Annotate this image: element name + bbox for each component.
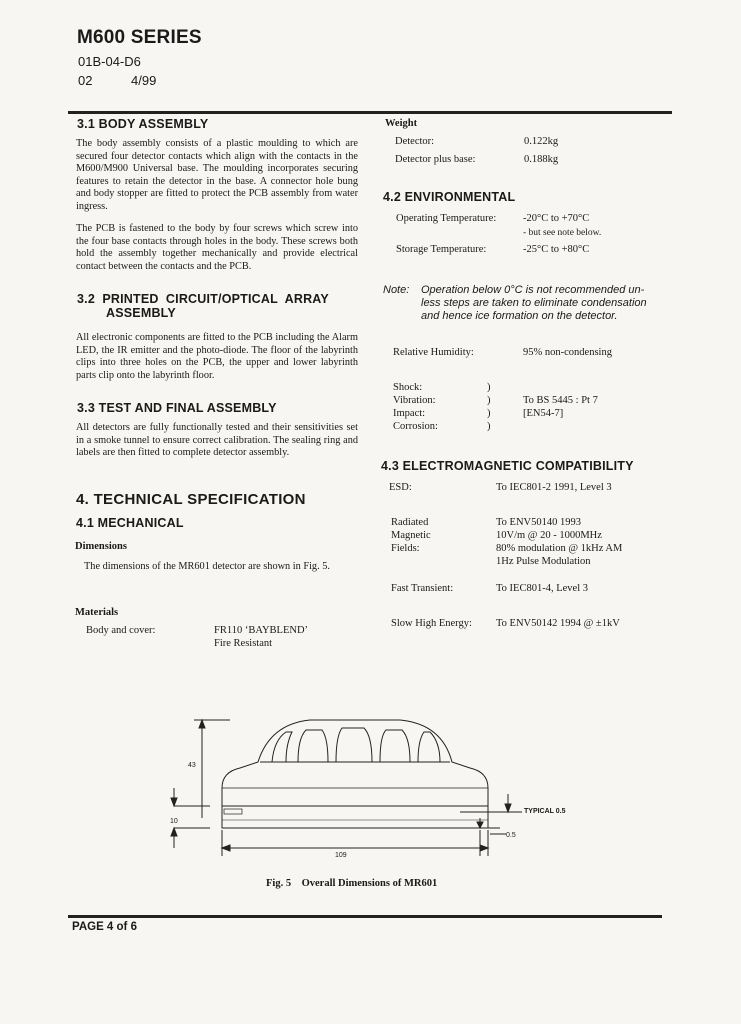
typical-gap-label: TYPICAL 0.5 [524,808,566,815]
standard-en54-7: [EN54-7] [523,408,564,419]
bracket-3: ) [487,408,491,419]
footer-rule [68,915,662,918]
slow-high-energy-value: To ENV50142 1994 @ ±1kV [496,618,620,629]
vibration-label: Vibration: [393,395,436,406]
vent-2 [298,730,328,762]
body-cover-label: Body and cover: [86,625,156,636]
base-arrow-top [171,798,177,806]
bracket-4: ) [487,421,491,432]
section-4-1-heading: 4.1 MECHANICAL [76,516,184,530]
gap-value-label: 0.5 [506,832,516,839]
page-number: PAGE 4 of 6 [72,921,137,933]
esd-label: ESD: [389,482,412,493]
section-4-heading: 4. TECHNICAL SPECIFICATION [76,491,306,508]
header-rule [68,111,672,114]
radiated-value-2: 10V/m @ 20 - 1000MHz [496,530,602,541]
labyrinth-vents [272,728,440,762]
document-title: M600 SERIES [77,27,202,48]
radiated-value-1: To ENV50140 1993 [496,517,582,528]
vent-1 [272,732,292,762]
weight-plus-base-label: Detector plus base: [395,154,476,165]
section-3-3-heading: 3.3 TEST AND FINAL ASSEMBLY [77,401,277,415]
dimension-base-label: 10 [170,818,178,825]
dimension-height-label: 43 [188,762,196,769]
materials-label: Materials [75,607,119,618]
operating-temp-note: - but see note below. [523,228,602,238]
esd-value: To IEC801-2 1991, Level 3 [496,482,612,493]
base-arrow-bottom [171,828,177,836]
section-3-2-heading-line-1: 3.2 PRINTED CIRCUIT/OPTICAL ARRAY [77,292,329,306]
section-3-1-heading: 3.1 BODY ASSEMBLY [77,117,209,131]
body-cover-material: FR110 ‘BAYBLEND’ [214,625,309,636]
note-line-1: Operation below 0°C is not recommended un- [421,284,645,296]
base-tab [224,809,242,814]
dimensions-label: Dimensions [75,541,127,552]
section-3-1-para-1: The body assembly consists of a plastic moulding to which are secured four detector contacts which align with the contacts in the M600/M900 Universal base. The moulding incorporates securing features to retain the detector in the base. A connector hole bung and body stopper are fitted to protect the PCB assembly from water ingress. [76,138,358,212]
note-line-3: and hence ice formation on the detector. [421,310,618,322]
radiated-label-2: Magnetic [391,530,431,541]
section-3-2-heading-line-2: ASSEMBLY [106,306,176,320]
section-3-2-para: All electronic components are fitted to the PCB including the Alarm LED, the IR emitter and the photo-diode. The floor of the labyrinth clips into three holes on the PCB, the upper and lower labyrinth parts clip onto the labyrinth floor. [76,332,358,381]
operating-temp-label: Operating Temperature: [396,213,497,224]
note-label: Note: [383,284,410,296]
humidity-label: Relative Humidity: [393,347,474,358]
section-4-2-heading: 4.2 ENVIRONMENTAL [383,190,516,204]
shock-label: Shock: [393,382,423,393]
weight-detector-label: Detector: [395,136,435,147]
slow-high-energy-label: Slow High Energy: [391,618,472,629]
width-arrow-right [480,845,488,851]
dimension-width-label: 109 [335,852,347,859]
detector-dimension-drawing [160,710,580,870]
section-3-3-para: All detectors are fully functionally tested and their sensitivities set in a smoke tunnel to ensure correct calibration. The sealing ring and labels are then fitted to complete detector assembly. [76,422,358,459]
radiated-label-1: Radiated [391,517,429,528]
storage-temp-label: Storage Temperature: [396,244,487,255]
weight-detector-value: 0.122kg [524,136,559,147]
section-3-1-para-2: The PCB is fastened to the body by four screws which screw into the four base contacts through holes in the body. These screws both hold the assembly together mechanically and provide electrical contact between the contacts and the PCB. [76,223,358,272]
issue-date: 4/99 [131,73,157,88]
note-line-2: less steps are taken to eliminate condensation [421,297,647,309]
figure-caption: Fig. 5 Overall Dimensions of MR601 [266,878,438,889]
vent-4 [380,730,410,762]
section-3-2-heading [77,292,357,320]
humidity-value: 95% non-condensing [523,347,612,358]
weight-label: Weight [385,118,418,129]
body-cover-rating: Fire Resistant [214,638,273,649]
height-arrow-top [199,720,205,728]
impact-label: Impact: [393,408,426,419]
radiated-label-3: Fields: [391,543,420,554]
issue-number: 02 [78,73,93,88]
storage-temp-value: -25°C to +80°C [523,244,590,255]
detector-body-outline [222,720,488,806]
standard-bs5445: To BS 5445 : Pt 7 [523,395,598,406]
radiated-value-3: 80% modulation @ 1kHz AM [496,543,623,554]
gap-small-arrow [477,822,483,828]
document-number: 01B-04-D6 [78,54,141,69]
fast-transient-value: To IEC801-4, Level 3 [496,583,588,594]
bracket-1: ) [487,382,491,393]
weight-plus-base-value: 0.188kg [524,154,559,165]
dimensions-text: The dimensions of the MR601 detector are shown in Fig. 5. [84,561,330,572]
operating-temp-value: -20°C to +70°C [523,213,590,224]
radiated-value-4: 1Hz Pulse Modulation [496,556,591,567]
section-4-3-heading: 4.3 ELECTROMAGNETIC COMPATIBILITY [381,459,634,473]
fast-transient-label: Fast Transient: [391,583,454,594]
vent-5 [418,732,440,762]
detector-base [222,806,488,828]
vent-3 [336,728,372,762]
note-text [421,284,671,323]
width-arrow-left [222,845,230,851]
gap-arrow-top [505,804,511,812]
bracket-2: ) [487,395,491,406]
corrosion-label: Corrosion: [393,421,438,432]
